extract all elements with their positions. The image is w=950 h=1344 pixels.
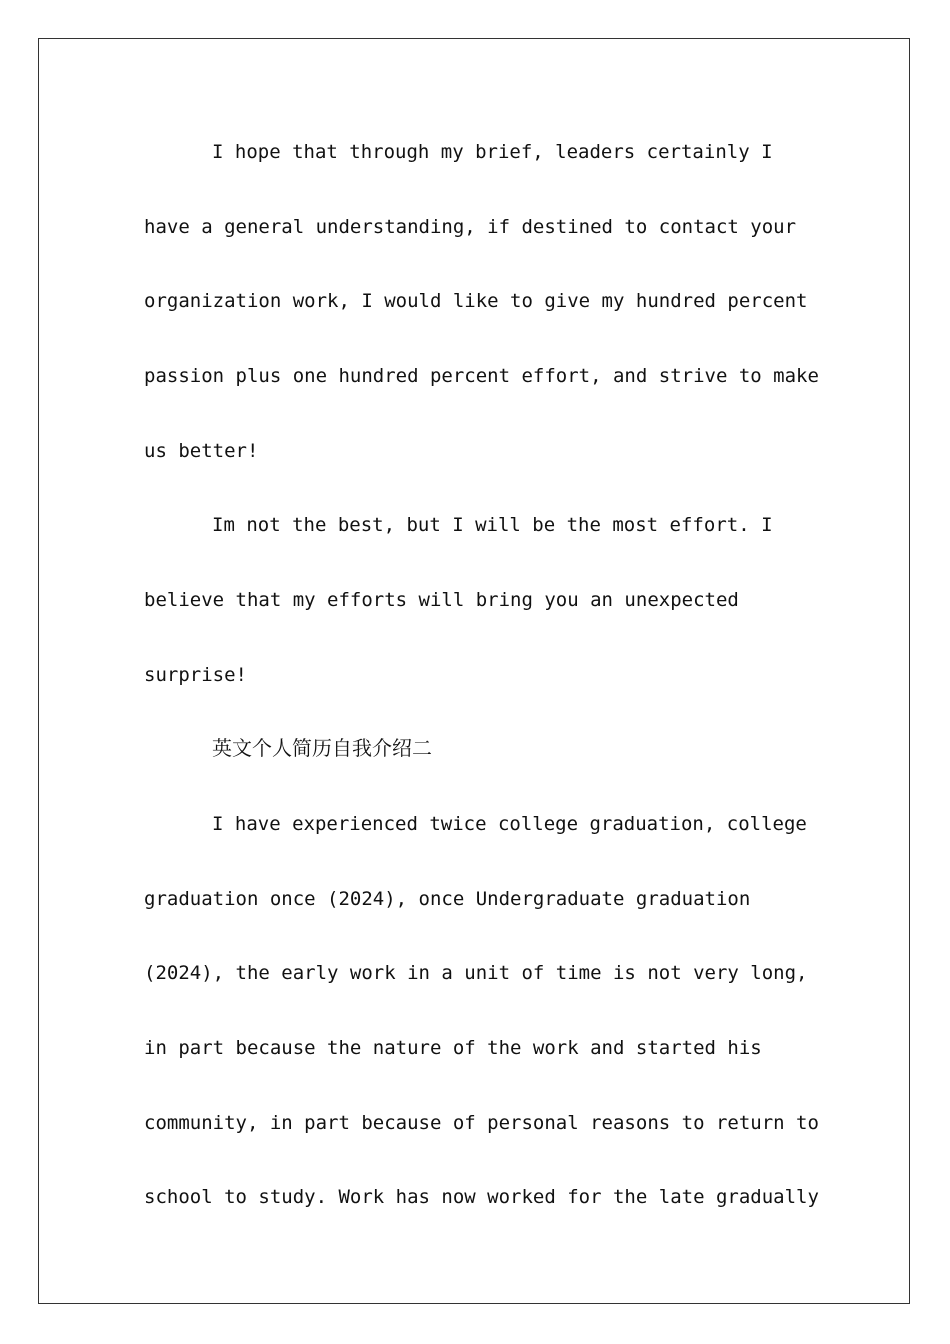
paragraph-line: us better! — [144, 440, 259, 462]
paragraph-line: (2024), the early work in a unit of time is not very long, — [144, 962, 808, 984]
paragraph-line: surprise! — [144, 664, 247, 686]
paragraph-line: I hope that through my brief, leaders certainly I — [212, 141, 773, 163]
paragraph-line: Im not the best, but I will be the most effort. I — [212, 514, 773, 536]
paragraph-line: I have experienced twice college graduation, college — [212, 813, 807, 835]
paragraph-line: organization work, I would like to give my hundred percent — [144, 290, 808, 312]
paragraph-line: passion plus one hundred percent effort, and strive to make — [144, 365, 819, 387]
paragraph-line: community, in part because of personal reasons to return to — [144, 1112, 819, 1134]
paragraph-line: graduation once (2024), once Undergraduate graduation — [144, 888, 751, 910]
paragraph-line: in part because the nature of the work and started his — [144, 1037, 762, 1059]
paragraph-line: have a general understanding, if destined to contact your — [144, 216, 797, 238]
paragraph-line: school to study. Work has now worked for the late gradually — [144, 1186, 819, 1208]
paragraph-line: believe that my efforts will bring you an unexpected — [144, 589, 739, 611]
section-heading: 英文个人简历自我介绍二 — [212, 736, 432, 760]
